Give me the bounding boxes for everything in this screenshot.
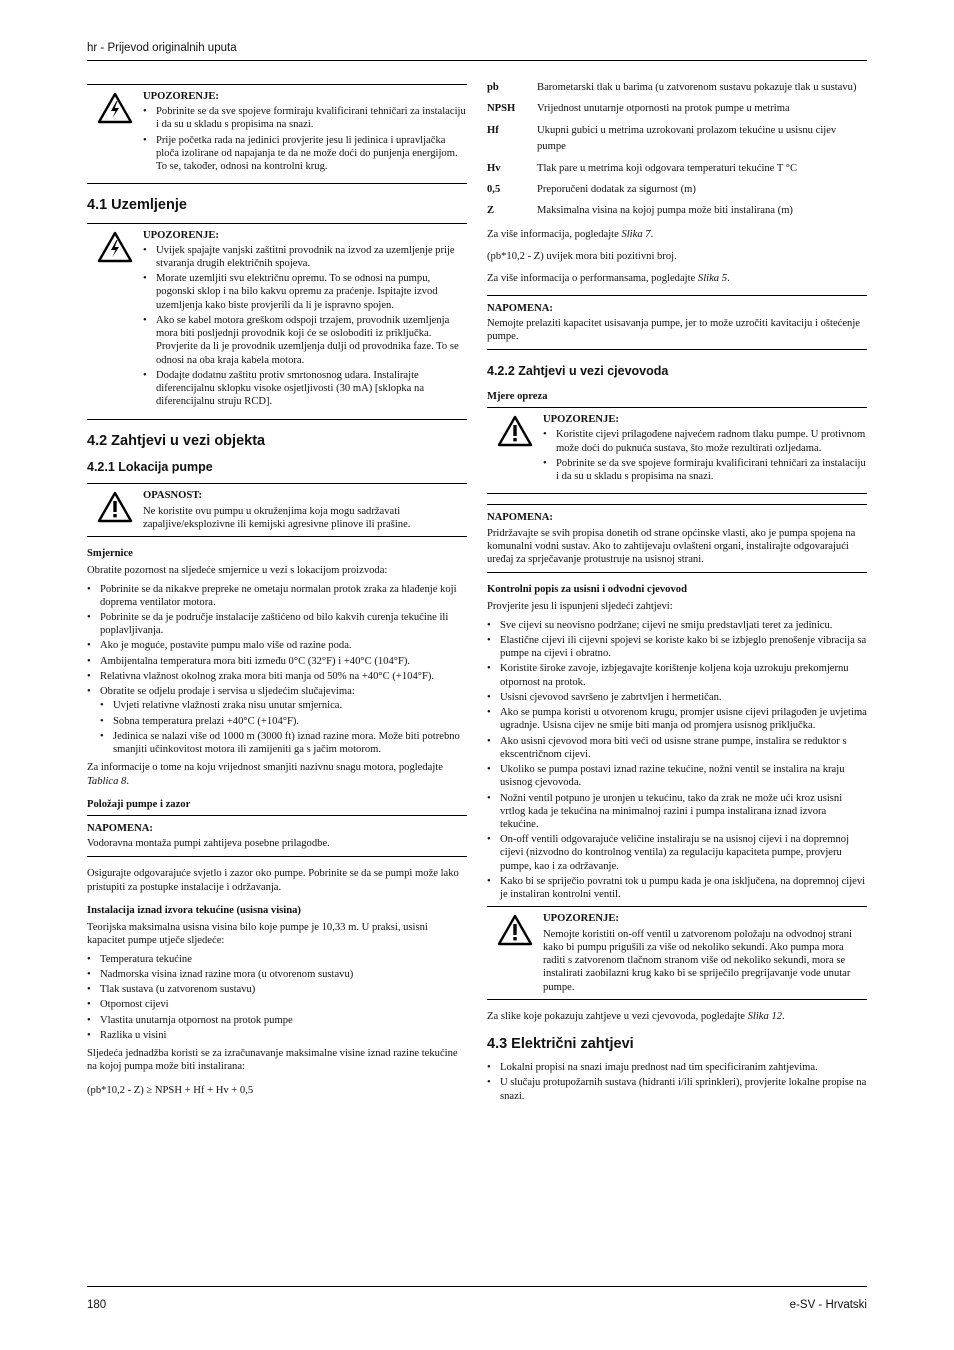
notice-text: Ne koristite ovu pumpu u okruženjima koja mogu sadržavati zapaljive/eksplozivne ili kemijski agresivne plinove ili prašine.: [143, 505, 411, 530]
list-item: • Relativna vlažnost okolnog zraka mora biti manja od 50% na +40°C (+104°F).: [100, 670, 467, 683]
warning-notice: [87, 223, 467, 420]
exclamation-warning-icon: [487, 413, 543, 488]
note-title: NAPOMENA:: [487, 302, 553, 314]
sub-list-item: • Jedinica se nalazi više od 1000 m (3000 ft) iznad razine mora. Može biti potrebno smanjiti učinkovitost motora ili zamijeniti ga s jačim motorom.: [113, 730, 467, 756]
definition-term: pb: [487, 82, 499, 93]
paragraph-text: Za informacije o tome na koju vrijednost smanjiti nazivnu snagu motora, pogledajte: [87, 762, 443, 774]
note-box: [487, 295, 867, 351]
list-item: • Koristite cijevi prilagođene najvećem radnom tlaku pumpe. U protivnom može doći do puknuća sustava, što može rezultirati ozljedama.: [556, 428, 867, 454]
warning-notice: [487, 407, 867, 494]
danger-notice: [87, 483, 467, 537]
paragraph: Za više informacija, pogledajte Slika 7.: [487, 228, 654, 240]
list-item: • Pobrinite se da nikakve prepreke ne ometaju normalan protok zraka za hlađenje koji doprema ventilator motora.: [100, 583, 467, 609]
definition-term: Hf: [487, 124, 499, 136]
definition-text: Preporučeni dodatak za sigurnost (m): [537, 184, 696, 196]
list-item: • Ako je moguće, postavite pumpu malo više od razine poda.: [100, 639, 467, 652]
paragraph-text: Za više informacija o performansama, pogledajte: [487, 273, 698, 285]
list-item: • Vlastita unutarnja otpornost na protok pumpe: [100, 1014, 467, 1027]
notice-list: [143, 105, 467, 173]
definition-text: Vrijednost unutarnje otpornosti na protok pumpe u metrima: [537, 103, 790, 115]
document-title: e-SV - Hrvatski: [789, 1299, 867, 1311]
list-item: • Nožni ventil potpuno je uronjen u tekućinu, tako da zrak ne može ući kroz usisni vrtlog kada je tekućina na minimalnoj razini i pumpa instalirana iznad izvora tekućine.: [500, 792, 867, 832]
notice-title: UPOZORENJE:: [143, 229, 219, 241]
definition-text: Tlak pare u metrima koji odgovara temperaturi tekućine T °C: [537, 162, 798, 174]
notice-list: [143, 244, 467, 409]
definition-term: Z: [487, 205, 495, 217]
list-item: • U slučaju protupožarnih sustava (hidranti i/ili sprinkleri), provjerite lokalne propise na snazi.: [500, 1076, 867, 1102]
notice-title: OPASNOST:: [143, 490, 203, 502]
section-heading-4-1: 4.1 Uzemljenje: [87, 197, 187, 214]
note-text: Vodoravna montaža pumpi zahtijeva posebne prilagodbe.: [87, 838, 330, 850]
list-item: • Sve cijevi su neovisno podržane; cijevi ne smiju predstavljati teret za jedinicu.: [500, 619, 867, 632]
definition-term: Hv: [487, 162, 501, 174]
list-item: • Ako usisni cjevovod mora biti veći od usisne strane pumpe, instalira se reduktor s ekscentričnom cijevi.: [500, 735, 867, 761]
list-item: • On-off ventili odgovarajuće veličine instaliraju se na usisnoj cijevi i na dopremnoj cijevi (nizvodno do kontrolnog ventila) za regulaciju kapaciteta pumpe, provjeru pumpe, kao i za održavanje.: [500, 833, 867, 873]
left-column: [87, 80, 467, 1102]
notice-title: UPOZORENJE:: [543, 414, 619, 426]
note-title: NAPOMENA:: [487, 512, 553, 524]
list-item: [100, 685, 467, 756]
notice-list: [543, 428, 867, 483]
list-item: • Ambijentalna temperatura mora biti između 0°C (32°F) i +40°C (104°F).: [100, 655, 467, 668]
note-title: NAPOMENA:: [87, 823, 153, 835]
warning-notice: [487, 906, 867, 999]
subsection-heading-4-2-2: 4.2.2 Zahtjevi u vezi cjevovoda: [487, 364, 669, 379]
list-item: • Kako bi se spriječio povratni tok u pumpu kada je ona isključena, na dopremnoj cijevi je instaliran kontrolni ventil.: [500, 875, 867, 901]
paragraph-text: Za slike koje pokazuju zahtjeve u vezi cjevovoda, pogledajte: [487, 1010, 748, 1022]
paragraph-text: Za više informacija, pogledajte: [487, 228, 622, 240]
paragraph: Obratite pozornost na sljedeće smjernice u vezi s lokacijom proizvoda:: [87, 565, 388, 577]
list-item: • Nadmorska visina iznad razine mora (u otvorenom sustavu): [100, 968, 467, 981]
sub-list-item: • Sobna temperatura prelazi +40°C (+104°F).: [113, 715, 467, 728]
polozaji-heading: Položaji pumpe i zazor: [87, 798, 191, 810]
figure-reference: Slika 12: [747, 1010, 783, 1022]
list-item: • Morate uzemljiti svu električnu opremu. To se odnosi na pumpu, pogonski sklop i na bilo kakvu opremu za praćenje. Ispitajte izvod uzemljenja kako biste provjerili da li je ispravno spojen.: [156, 272, 467, 312]
subsection-heading-4-2-1: 4.2.1 Lokacija pumpe: [87, 459, 213, 474]
electrical-hazard-icon: [87, 229, 143, 414]
paragraph: Za slike koje pokazuju zahtjeve u vezi cjevovoda, pogledajte Slika 12.: [487, 1010, 785, 1022]
paragraph: Za više informacija o performansama, pogledajte Slika 5.: [487, 273, 730, 285]
list-item: • Lokalni propisi na snazi imaju prednost nad tim specificiranim zahtjevima.: [500, 1061, 867, 1074]
definition-row: [487, 182, 867, 198]
list-item: • Temperatura tekućine: [100, 953, 467, 966]
footer-rule: [87, 1286, 867, 1287]
definition-text: Maksimalna visina na kojoj pumpa može biti instalirana (m): [537, 205, 793, 217]
definition-row: [487, 203, 867, 219]
sub-list: [100, 699, 467, 756]
list-item: • Ako se kabel motora greškom odspoji trzajem, provodnik uzemljenja mora biti posljednji provodnik koji će se osloboditi iz priključka. Provjerite da li je provodnik uzemljenja dulji od provodnika faze. To se odnosi na oba kraja kabela motora.: [156, 314, 467, 367]
page-number: 180: [87, 1299, 107, 1311]
definition-text: Ukupni gubici u metrima uzrokovani prolazom tekućine u usisnu cijev pumpe: [537, 124, 837, 153]
note-text: Nemojte prelaziti kapacitet usisavanja pumpe, jer to može uzročiti kavitaciju i oštećenje pumpe.: [487, 317, 860, 343]
usisna-visina-heading: Instalacija iznad izvora tekućine (usisna visina): [87, 904, 301, 916]
electrical-list: [487, 1061, 867, 1103]
page-header: hr - Prijevod originalnih uputa: [87, 42, 237, 54]
definition-term: 0,5: [487, 184, 501, 196]
checklist: [487, 619, 867, 902]
list-item: • Koristite široke zavoje, izbjegavajte korištenje koljena koja uzrokuju prekomjernu otpornost na protok.: [500, 662, 867, 688]
electrical-hazard-icon: [87, 90, 143, 178]
warning-notice: [87, 84, 467, 184]
section-heading-4-2: 4.2 Zahtjevi u vezi objekta: [87, 432, 266, 449]
table-reference: Tablica 8: [87, 775, 127, 787]
list-item: • Pobrinite se da sve spojeve formiraju kvalificirani tehničari za instalaciju i da su u skladu s propisima na snazi.: [156, 105, 467, 131]
list-item: • Ukoliko se pumpa postavi iznad razine tekućine, nožni ventil se instalira na kraju usisnog cjevovoda.: [500, 763, 867, 789]
list-item: • Ako se pumpa koristi u otvorenom krugu, promjer usisne cijevi prilagođen je uvjetima ugradnje. Usisna cijev ne smije biti manja od promjera usisnog priključka.: [500, 706, 867, 732]
definition-row: [487, 80, 867, 96]
paragraph: Osigurajte odgovarajuće svjetlo i zazor oko pumpe. Pobrinite se da se pumpi može lako pristupiti za postupke instalacije i održavanja.: [87, 868, 459, 893]
list-item-text: Obratite se odjelu prodaje i servisa u sljedećim slučajevima:: [100, 686, 355, 698]
list-item: • Pobrinite se da sve spojeve formiraju kvalificirani tehničari za instalaciju i da su u skladu s propisima na snazi.: [556, 457, 867, 483]
list-item: • Tlak sustava (u zatvorenom sustavu): [100, 983, 467, 996]
formula: (pb*10,2 - Z) ≥ NPSH + Hf + Hv + 0,5: [87, 1084, 254, 1096]
right-column: [487, 80, 867, 1108]
definition-row: [487, 101, 867, 117]
figure-reference: Slika 7: [621, 228, 651, 240]
notice-title: UPOZORENJE:: [143, 91, 219, 102]
kontrolni-popis-heading: Kontrolni popis za usisni i odvodni cjevovod: [487, 584, 687, 596]
header-rule: [87, 60, 867, 61]
section-heading-4-3: 4.3 Električni zahtjevi: [487, 1036, 634, 1053]
note-box: [87, 815, 467, 857]
list-item: • Otpornost cijevi: [100, 998, 467, 1011]
definition-text: Barometarski tlak u barima (u zatvorenom sustavu pokazuje tlak u sustavu): [537, 82, 857, 93]
notice-title: UPOZORENJE:: [543, 913, 619, 925]
definitions-table: [487, 80, 867, 220]
list-item: • Pobrinite se da je područje instalacije zaštićeno od bilo kakvih curenja tekućine ili poplavljivanja.: [100, 611, 467, 637]
smjernice-heading: Smjernice: [87, 548, 133, 560]
definition-row: [487, 123, 867, 156]
guidelines-list: [87, 583, 467, 757]
paragraph: Sljedeća jednadžba koristi se za izračunavanje maksimalne visine iznad razine tekućine na kojoj pumpa može biti instalirana:: [87, 1048, 458, 1073]
note-box: [487, 504, 867, 573]
paragraph: Teorijska maksimalna usisna visina bilo koje pumpe je 10,33 m. U praksi, usisni kapacitet pumpe utječe sljedeće:: [87, 922, 428, 947]
sub-list-item: • Uvjeti relativne vlažnosti zraka nisu unutar smjernica.: [113, 699, 467, 712]
mjere-opreza-heading: Mjere opreza: [487, 390, 548, 402]
note-text: Pridržavajte se svih propisa donetih od strane općinske vlasti, ako je pumpa spojena na komunalni vodni sustav. Ako to zahtijevaju ovlašteni organi, instalirajte odgovarajući uređaj za sprječavanje protustruje na usisnoj strani.: [487, 527, 856, 565]
definition-term: NPSH: [487, 103, 516, 115]
exclamation-warning-icon: [87, 489, 143, 531]
list-item: • Razlika u visini: [100, 1029, 467, 1042]
paragraph: Za informacije o tome na koju vrijednost smanjiti nazivnu snagu motora, pogledajte Tablica 8.: [87, 762, 443, 787]
list-item: • Dodajte dodatnu zaštitu protiv smrtonosnog udara. Instalirajte diferencijalnu sklopku visoke osjetljivosti (30 mA) [sklopka na diferencijalnu struju RCD].: [156, 369, 467, 409]
factors-list: [87, 953, 467, 1042]
definition-row: [487, 161, 867, 177]
paragraph: (pb*10,2 - Z) uvijek mora biti pozitivni broj.: [487, 251, 677, 263]
notice-text: Nemojte koristiti on-off ventil u zatvorenom položaju na odvodnoj strani kako bi pumpu prigušili za više od nekoliko sekundi. Ako pumpa mora raditi s zatvorenom tlačnom stranom više od nekoliko sekundi, mora se instalirati zaobilazni krug kako bi se spriječilo pregrijavanje vode unutar pumpe.: [543, 928, 853, 993]
paragraph: Provjerite jesu li ispunjeni sljedeći zahtjevi:: [487, 601, 673, 613]
list-item: • Usisni cjevovod savršeno je zabrtvljen i hermetičan.: [500, 691, 867, 704]
list-item: • Uvijek spajajte vanjski zaštitni provodnik na izvod za uzemljenje prije stvaranja drugih električnih spojeva.: [156, 244, 467, 270]
list-item: • Prije početka rada na jedinici provjerite jesu li jedinica i upravljačka ploča izolirane od napajanja te da ne može doći do punjenja energijom. To se, također, odnosi na kontrolni krug.: [156, 134, 467, 174]
figure-reference: Slika 5: [697, 273, 728, 285]
exclamation-warning-icon: [487, 912, 543, 993]
list-item: • Elastične cijevi ili cijevni spojevi se koriste kako bi se izbjeglo prenošenje vibracija sa pumpe na cijevi i obratno.: [500, 634, 867, 660]
